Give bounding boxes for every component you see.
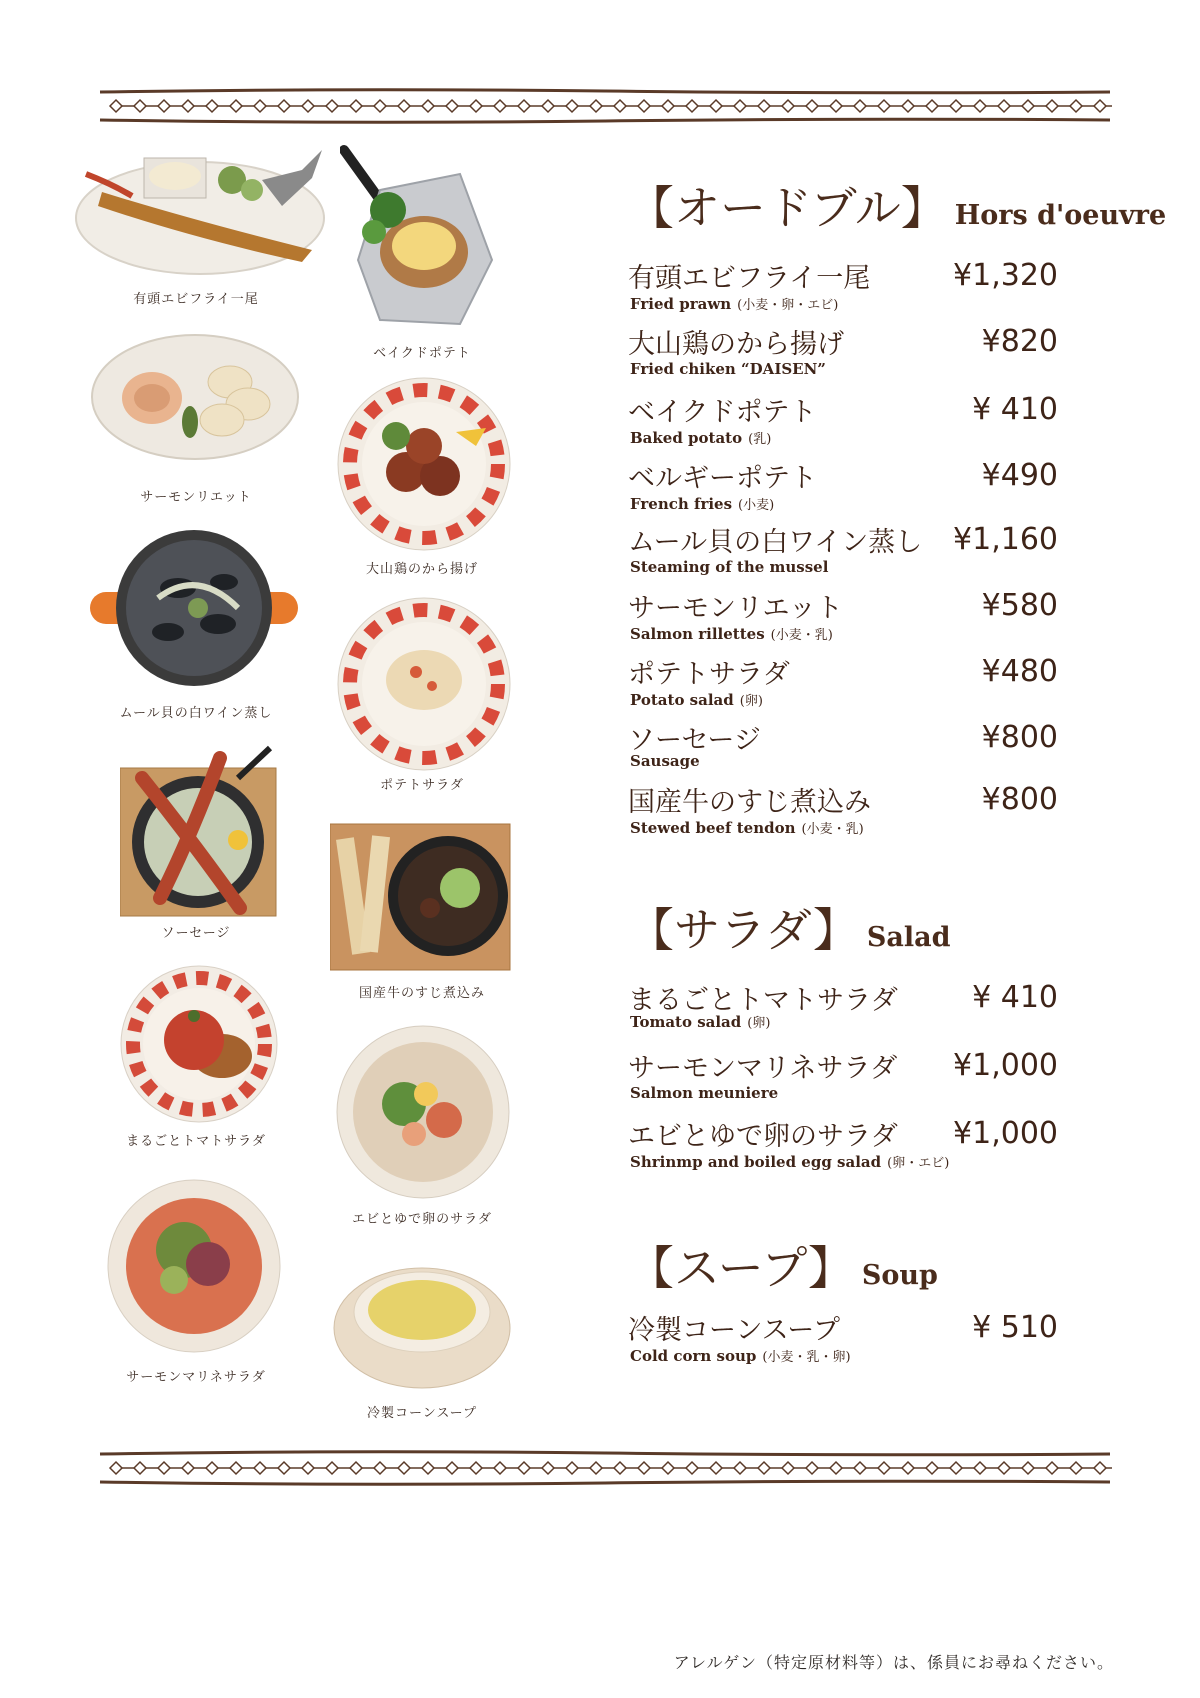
item-name: ポテトサラダ [628,659,790,690]
shrimp-egg-salad-photo [334,1024,512,1200]
item-allergen: (卵・エビ) [887,1156,950,1171]
item-price: ¥ 410 [972,980,1058,1015]
potato-salad-photo [336,596,512,772]
section-en-title: Salad [866,922,951,953]
caption-shrimp-salad: エビとゆで卵のサラダ [352,1212,492,1227]
menu-item [628,978,1058,1048]
salmon-marine-salad-photo [104,1176,284,1356]
section-jp-title: 【スープ】 [628,1241,854,1295]
item-en-name: French fries [630,495,733,513]
caption-sausage: ソーセージ [161,926,231,941]
menu-item [628,780,1058,850]
item-subtitle [630,624,833,643]
item-name: ムール貝の白ワイン蒸し [628,527,923,558]
item-price: ¥800 [981,720,1058,755]
item-name: ソーセージ [628,725,761,756]
tomato-salad-photo [112,964,286,1124]
menu-item [628,456,1058,526]
item-subtitle [630,294,838,313]
item-name: 冷製コーンスープ [628,1315,840,1346]
item-en-name: Cold corn soup [630,1347,757,1365]
section-en-title: Soup [861,1260,938,1291]
item-subtitle [630,494,774,513]
menu-item [628,322,1058,392]
fried-chicken-photo [336,376,512,552]
item-name: サーモンリエット [628,593,843,624]
item-subtitle [630,1012,770,1031]
caption-salmon-rillettes: サーモンリエット [140,490,252,505]
item-price: ¥1,000 [953,1048,1058,1083]
baked-potato-photo [340,140,500,330]
item-price: ¥820 [981,324,1058,359]
section-title-hors-doeuvre [628,172,1166,238]
item-en-name: Fried prawn [630,295,732,313]
item-subtitle [630,690,763,709]
item-allergen: (卵) [739,694,763,709]
item-subtitle [630,558,834,576]
menu-item [628,390,1058,460]
item-name: サーモンマリネサラダ [628,1053,898,1084]
corn-soup-photo [330,1248,514,1396]
menu-item [628,586,1058,656]
item-name: エビとゆで卵のサラダ [628,1121,898,1152]
item-price: ¥ 510 [972,1310,1058,1345]
item-subtitle [630,1084,784,1102]
item-name: まるごとトマトサラダ [628,985,898,1016]
mussel-photo [88,528,300,688]
item-allergen: (小麦) [738,498,775,513]
allergen-note: アレルゲン（特定原材料等）は、係員にお尋ねください。 [673,1653,1114,1672]
item-en-name: Salmon meuniere [630,1084,779,1102]
fried-prawn-photo [72,140,332,280]
menu-item [628,520,1058,590]
item-allergen: (小麦・卵・エビ) [737,298,839,313]
item-subtitle [630,752,706,770]
caption-baked-potato: ベイクドポテト [373,346,471,361]
top-decorative-border [98,86,1112,126]
menu-item [628,1308,1058,1378]
item-name: 有頭エビフライ一尾 [628,263,871,294]
caption-salmon-marine: サーモンマリネサラダ [126,1370,266,1385]
caption-mussel: ムール貝の白ワイン蒸し [119,706,273,721]
item-price: ¥490 [981,458,1058,493]
caption-fried-prawn: 有頭エビフライ一尾 [133,292,259,307]
item-allergen: (小麦・乳・卵) [762,1350,851,1365]
menu-item [628,1114,1058,1184]
item-allergen: (小麦・乳) [770,628,833,643]
caption-fried-chicken: 大山鶏のから揚げ [365,562,478,577]
item-subtitle [630,360,832,378]
menu-item [628,652,1058,722]
menu-item [628,256,1058,326]
item-name: 国産牛のすじ煮込み [628,787,871,818]
section-title-salad [628,894,951,960]
item-en-name: Salmon rillettes [630,625,765,643]
item-en-name: Fried chiken “DAISEN” [630,360,826,378]
bottom-decorative-border [98,1448,1112,1488]
menu-item [628,1046,1058,1116]
item-name: 大山鶏のから揚げ [628,329,844,360]
item-price: ¥1,160 [953,522,1058,557]
item-price: ¥580 [981,588,1058,623]
section-en-title: Hors d'oeuvre [954,200,1167,231]
item-allergen: (小麦・乳) [801,822,864,837]
item-price: ¥800 [981,782,1058,817]
item-en-name: Potato salad [630,691,734,709]
item-allergen: (卵) [747,1016,771,1031]
item-subtitle [630,1152,949,1171]
item-subtitle [630,428,771,447]
item-price: ¥1,000 [953,1116,1058,1151]
item-subtitle [630,818,864,837]
caption-beef-tendon: 国産牛のすじ煮込み [358,986,485,1001]
caption-corn-soup: 冷製コーンスープ [366,1406,478,1421]
item-allergen: (乳) [748,432,772,447]
item-name: ベルギーポテト [628,463,817,494]
menu-item [628,718,1058,788]
caption-potato-salad: ポテトサラダ [380,778,464,793]
caption-tomato-salad: まるごとトマトサラダ [126,1134,266,1149]
item-price: ¥1,320 [953,258,1058,293]
item-price: ¥480 [981,654,1058,689]
item-price: ¥ 410 [972,392,1058,427]
section-title-soup [628,1232,938,1298]
item-en-name: Shrinmp and boiled egg salad [630,1153,882,1171]
item-subtitle [630,1346,851,1365]
section-jp-title: 【オードブル】 [628,181,947,235]
beef-tendon-photo [330,808,512,972]
item-en-name: Stewed beef tendon [630,819,796,837]
item-en-name: Steaming of the mussel [630,558,829,576]
item-en-name: Sausage [630,752,700,770]
item-en-name: Tomato salad [630,1013,742,1031]
item-en-name: Baked potato [630,429,743,447]
item-name: ベイクドポテト [628,397,817,428]
sausage-photo [120,738,280,918]
salmon-rillettes-photo [90,332,300,462]
section-jp-title: 【サラダ】 [628,903,859,957]
